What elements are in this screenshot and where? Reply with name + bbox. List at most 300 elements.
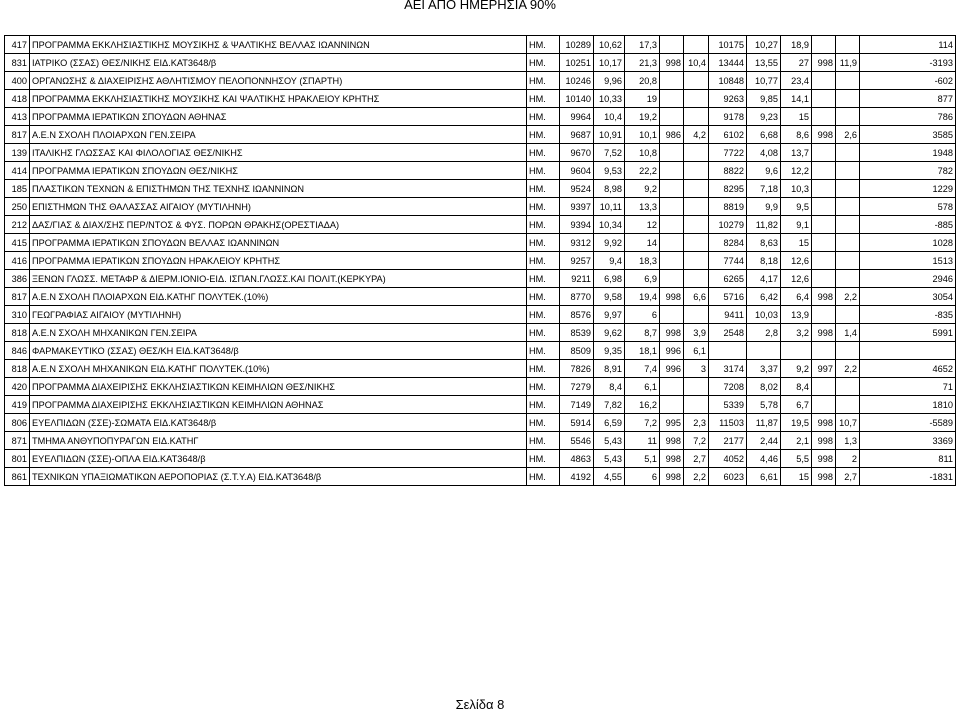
cell-code-2013 <box>812 234 836 252</box>
cell-score-2014: 10,17 <box>594 54 625 72</box>
cell-percent-2013: 14,1 <box>781 90 812 108</box>
page-title: ΑΕΙ ΑΠΟ ΗΜΕΡΗΣΙΑ 90% <box>404 0 556 12</box>
cell-department-name: ΠΡΟΓΡΑΜΜΑ ΙΕΡΑΤΙΚΩΝ ΣΠΟΥΔΩΝ ΘΕΣ/ΝΙΚΗΣ <box>30 162 527 180</box>
cell-percent2-2014 <box>684 216 709 234</box>
cell-department-name: ΠΡΟΓΡΑΜΜΑ ΔΙΑΧΕΙΡΙΣΗΣ ΕΚΚΛΗΣΙΑΣΤΙΚΩΝ ΚΕΙΜΗΛΙΩΝ ΑΘΗΝΑΣ <box>30 396 527 414</box>
cell-code-2013: 998 <box>812 468 836 486</box>
cell-score-2014: 5,43 <box>594 432 625 450</box>
cell-score-2014: 6,98 <box>594 270 625 288</box>
cell-code-2013 <box>812 396 836 414</box>
cell-percent-2013: 8,6 <box>781 126 812 144</box>
cell-score-2013 <box>747 342 781 360</box>
cell-score-2013: 8,02 <box>747 378 781 396</box>
cell-points-2013: 8284 <box>709 234 747 252</box>
cell-exam-type: ΗΜ. <box>527 378 560 396</box>
cell-percent-2014: 19,2 <box>625 108 660 126</box>
cell-points-2013: 2548 <box>709 324 747 342</box>
cell-exam-type: ΗΜ. <box>527 234 560 252</box>
cell-points-2014: 8509 <box>560 342 594 360</box>
cell-exam-type: ΗΜ. <box>527 468 560 486</box>
cell-department-name: ΠΡΟΓΡΑΜΜΑ ΙΕΡΑΤΙΚΩΝ ΣΠΟΥΔΩΝ ΒΕΛΛΑΣ ΙΩΑΝΝΙΝΩΝ <box>30 234 527 252</box>
cell-points-2014: 4192 <box>560 468 594 486</box>
cell-code-2014 <box>660 72 684 90</box>
cell-points-2013: 6102 <box>709 126 747 144</box>
cell-code: 418 <box>5 90 30 108</box>
cell-exam-type: ΗΜ. <box>527 216 560 234</box>
cell-exam-type: ΗΜ. <box>527 324 560 342</box>
cell-department-name: Α.Ε.Ν ΣΧΟΛΗ ΜΗΧΑΝΙΚΩΝ ΓΕΝ.ΣΕΙΡΑ <box>30 324 527 342</box>
cell-percent-2013: 12,2 <box>781 162 812 180</box>
cell-code-2014 <box>660 378 684 396</box>
cell-difference <box>860 342 956 360</box>
cell-points-2013: 4052 <box>709 450 747 468</box>
cell-points-2014: 9524 <box>560 180 594 198</box>
cell-score-2013: 9,9 <box>747 198 781 216</box>
cell-points-2013 <box>709 342 747 360</box>
cell-difference: 786 <box>860 108 956 126</box>
cell-exam-type: ΗΜ. <box>527 72 560 90</box>
table-row <box>5 144 956 162</box>
cell-percent-2014: 9,2 <box>625 180 660 198</box>
cell-points-2014: 9397 <box>560 198 594 216</box>
cell-percent-2013: 13,7 <box>781 144 812 162</box>
cell-difference: 2946 <box>860 270 956 288</box>
cell-percent-2013: 6,7 <box>781 396 812 414</box>
cell-percent-2013: 9,2 <box>781 360 812 378</box>
cell-percent2-2014: 2,3 <box>684 414 709 432</box>
cell-exam-type: ΗΜ. <box>527 126 560 144</box>
cell-code-2014: 998 <box>660 54 684 72</box>
cell-department-name: ΕΥΕΛΠΙΔΩΝ (ΣΣΕ)-ΟΠΛΑ ΕΙΔ.ΚΑΤ3648/β <box>30 450 527 468</box>
cell-points-2014: 9394 <box>560 216 594 234</box>
cell-exam-type: ΗΜ. <box>527 414 560 432</box>
cell-percent-2014: 6,1 <box>625 378 660 396</box>
cell-exam-type: ΗΜ. <box>527 144 560 162</box>
cell-percent2-2014 <box>684 396 709 414</box>
cell-exam-type: ΗΜ. <box>527 288 560 306</box>
cell-points-2014: 4863 <box>560 450 594 468</box>
cell-code-2013: 998 <box>812 126 836 144</box>
cell-points-2013: 13444 <box>709 54 747 72</box>
cell-department-name: ΕΠΙΣΤΗΜΩΝ ΤΗΣ ΘΑΛΑΣΣΑΣ ΑΙΓΑΙΟΥ (ΜΥΤΙΛΗΝΗ) <box>30 198 527 216</box>
cell-code-2013: 998 <box>812 324 836 342</box>
cell-percent2-2014 <box>684 306 709 324</box>
cell-percent-2014: 21,3 <box>625 54 660 72</box>
cell-code-2013: 998 <box>812 450 836 468</box>
cell-score-2013: 8,63 <box>747 234 781 252</box>
cell-exam-type: ΗΜ. <box>527 54 560 72</box>
cell-score-2013: 6,61 <box>747 468 781 486</box>
cell-points-2013: 8819 <box>709 198 747 216</box>
cell-difference: -5589 <box>860 414 956 432</box>
cell-score-2013: 4,17 <box>747 270 781 288</box>
cell-code-2014 <box>660 162 684 180</box>
cell-code: 818 <box>5 360 30 378</box>
cell-code-2014 <box>660 108 684 126</box>
cell-code: 817 <box>5 288 30 306</box>
cell-code-2013: 998 <box>812 432 836 450</box>
cell-percent-2014: 11 <box>625 432 660 450</box>
cell-percent-2013: 8,4 <box>781 378 812 396</box>
table-row <box>5 342 956 360</box>
cell-score-2013: 9,85 <box>747 90 781 108</box>
cell-points-2014: 8539 <box>560 324 594 342</box>
cell-score-2013: 3,37 <box>747 360 781 378</box>
cell-code-2013 <box>812 162 836 180</box>
cell-percent-2013: 10,3 <box>781 180 812 198</box>
cell-percent-2014: 8,7 <box>625 324 660 342</box>
table-row <box>5 270 956 288</box>
cell-percent2-2014 <box>684 72 709 90</box>
cell-score-2014: 8,98 <box>594 180 625 198</box>
cell-exam-type: ΗΜ. <box>527 306 560 324</box>
cell-code-2014 <box>660 180 684 198</box>
cell-percent-2014: 10,8 <box>625 144 660 162</box>
cell-percent-2014: 16,2 <box>625 396 660 414</box>
cell-percent2-2013 <box>836 36 860 54</box>
table-row <box>5 216 956 234</box>
cell-percent-2014: 6 <box>625 468 660 486</box>
cell-department-name: ΠΡΟΓΡΑΜΜΑ ΙΕΡΑΤΙΚΩΝ ΣΠΟΥΔΩΝ ΗΡΑΚΛΕΙΟΥ ΚΡΗΤΗΣ <box>30 252 527 270</box>
cell-code-2014 <box>660 216 684 234</box>
table-row <box>5 36 956 54</box>
cell-points-2014: 10251 <box>560 54 594 72</box>
cell-code-2013 <box>812 270 836 288</box>
cell-difference: -885 <box>860 216 956 234</box>
cell-points-2013: 8295 <box>709 180 747 198</box>
cell-department-name: Α.Ε.Ν ΣΧΟΛΗ ΜΗΧΑΝΙΚΩΝ ΕΙΔ.ΚΑΤΗΓ ΠΟΛΥΤΕΚ.(10%) <box>30 360 527 378</box>
cell-percent2-2014: 2,2 <box>684 468 709 486</box>
cell-percent2-2014 <box>684 180 709 198</box>
cell-score-2014: 10,33 <box>594 90 625 108</box>
cell-department-name: ΞΕΝΩΝ ΓΛΩΣΣ. ΜΕΤΑΦΡ & ΔΙΕΡΜ.ΙΟΝΙΟ-ΕΙΔ. ΙΣΠΑΝ.ΓΛΩΣΣ.ΚΑΙ ΠΟΛΙΤ.(ΚΕΡΚΥΡΑ) <box>30 270 527 288</box>
cell-percent-2013: 2,1 <box>781 432 812 450</box>
cell-score-2013: 8,18 <box>747 252 781 270</box>
cell-code-2014 <box>660 198 684 216</box>
cell-percent2-2014 <box>684 90 709 108</box>
cell-percent-2013: 27 <box>781 54 812 72</box>
cell-percent-2013: 6,4 <box>781 288 812 306</box>
cell-code: 871 <box>5 432 30 450</box>
cell-exam-type: ΗΜ. <box>527 90 560 108</box>
cell-percent-2014: 20,8 <box>625 72 660 90</box>
cell-difference: 578 <box>860 198 956 216</box>
table-row <box>5 72 956 90</box>
cell-points-2013: 9263 <box>709 90 747 108</box>
cell-department-name: ΟΡΓΑΝΩΣΗΣ & ΔΙΑΧΕΙΡΙΣΗΣ ΑΘΛΗΤΙΣΜΟΥ ΠΕΛΟΠΟΝΝΗΣΟΥ (ΣΠΑΡΤΗ) <box>30 72 527 90</box>
cell-code: 846 <box>5 342 30 360</box>
cell-percent-2013 <box>781 342 812 360</box>
cell-percent2-2013: 2 <box>836 450 860 468</box>
cell-score-2013: 5,78 <box>747 396 781 414</box>
cell-percent2-2014: 4,2 <box>684 126 709 144</box>
cell-points-2014: 9670 <box>560 144 594 162</box>
cell-code-2014 <box>660 252 684 270</box>
cell-points-2013: 10279 <box>709 216 747 234</box>
cell-difference: -602 <box>860 72 956 90</box>
cell-code-2014: 986 <box>660 126 684 144</box>
cell-percent-2014: 22,2 <box>625 162 660 180</box>
cell-exam-type: ΗΜ. <box>527 198 560 216</box>
cell-code-2014: 998 <box>660 432 684 450</box>
cell-score-2013: 9,23 <box>747 108 781 126</box>
cell-percent2-2013: 10,7 <box>836 414 860 432</box>
cell-points-2014: 8576 <box>560 306 594 324</box>
cell-percent2-2013 <box>836 306 860 324</box>
cell-percent-2014: 10,1 <box>625 126 660 144</box>
cell-percent2-2013 <box>836 198 860 216</box>
cell-points-2014: 10246 <box>560 72 594 90</box>
page-number: Σελίδα 8 <box>455 697 505 712</box>
cell-percent2-2014 <box>684 162 709 180</box>
cell-difference: 3585 <box>860 126 956 144</box>
cell-code-2013 <box>812 90 836 108</box>
cell-percent2-2013 <box>836 90 860 108</box>
cell-code: 413 <box>5 108 30 126</box>
cell-code-2013 <box>812 180 836 198</box>
cell-difference: 1229 <box>860 180 956 198</box>
cell-code-2014: 998 <box>660 324 684 342</box>
cell-score-2013: 6,42 <box>747 288 781 306</box>
cell-score-2014: 8,91 <box>594 360 625 378</box>
cell-department-name: ΙΤΑΛΙΚΗΣ ΓΛΩΣΣΑΣ ΚΑΙ ΦΙΛΟΛΟΓΙΑΣ ΘΕΣ/ΝΙΚΗΣ <box>30 144 527 162</box>
cell-points-2013: 7722 <box>709 144 747 162</box>
cell-percent2-2014 <box>684 198 709 216</box>
cell-department-name: ΕΥΕΛΠΙΔΩΝ (ΣΣΕ)-ΣΩΜΑΤΑ ΕΙΔ.ΚΑΤ3648/β <box>30 414 527 432</box>
cell-difference: 4652 <box>860 360 956 378</box>
cell-points-2013: 7744 <box>709 252 747 270</box>
cell-difference: 1810 <box>860 396 956 414</box>
cell-difference: -1831 <box>860 468 956 486</box>
cell-code-2014: 995 <box>660 414 684 432</box>
cell-score-2014: 10,11 <box>594 198 625 216</box>
cell-percent-2014: 7,4 <box>625 360 660 378</box>
table-row <box>5 162 956 180</box>
cell-score-2014: 10,91 <box>594 126 625 144</box>
cell-percent-2013: 23,4 <box>781 72 812 90</box>
cell-department-name: ΦΑΡΜΑΚΕΥΤΙΚΟ (ΣΣΑΣ) ΘΕΣ/ΚΗ ΕΙΔ.ΚΑΤ3648/β <box>30 342 527 360</box>
cell-percent2-2014 <box>684 270 709 288</box>
cell-points-2013: 11503 <box>709 414 747 432</box>
cell-points-2014: 5546 <box>560 432 594 450</box>
cell-percent2-2014 <box>684 252 709 270</box>
cell-percent-2013: 9,1 <box>781 216 812 234</box>
cell-points-2013: 10848 <box>709 72 747 90</box>
cell-points-2014: 9604 <box>560 162 594 180</box>
cell-percent2-2013 <box>836 252 860 270</box>
cell-code-2013 <box>812 72 836 90</box>
cell-department-name: ΠΡΟΓΡΑΜΜΑ ΕΚΚΛΗΣΙΑΣΤΙΚΗΣ ΜΟΥΣΙΚΗΣ ΚΑΙ ΨΑΛΤΙΚΗΣ ΗΡΑΚΛΕΙΟΥ ΚΡΗΤΗΣ <box>30 90 527 108</box>
cell-percent-2013: 13,9 <box>781 306 812 324</box>
cell-percent2-2013 <box>836 270 860 288</box>
cell-percent2-2014: 6,6 <box>684 288 709 306</box>
table-row <box>5 126 956 144</box>
cell-points-2013: 10175 <box>709 36 747 54</box>
cell-score-2014: 5,43 <box>594 450 625 468</box>
table-row <box>5 288 956 306</box>
cell-difference: 782 <box>860 162 956 180</box>
cell-percent2-2014 <box>684 36 709 54</box>
table-row <box>5 180 956 198</box>
cell-code: 185 <box>5 180 30 198</box>
table-row <box>5 252 956 270</box>
cell-points-2013: 6023 <box>709 468 747 486</box>
cell-points-2013: 6265 <box>709 270 747 288</box>
table-row <box>5 396 956 414</box>
cell-code-2014 <box>660 270 684 288</box>
cell-score-2014: 9,92 <box>594 234 625 252</box>
cell-score-2014: 9,62 <box>594 324 625 342</box>
cell-code-2013 <box>812 198 836 216</box>
cell-exam-type: ΗΜ. <box>527 252 560 270</box>
cell-percent2-2013 <box>836 162 860 180</box>
cell-points-2013: 5339 <box>709 396 747 414</box>
cell-code: 139 <box>5 144 30 162</box>
table-body <box>5 36 956 486</box>
cell-exam-type: ΗΜ. <box>527 432 560 450</box>
cell-percent2-2013: 1,3 <box>836 432 860 450</box>
cell-code-2013: 998 <box>812 414 836 432</box>
cell-points-2014: 9687 <box>560 126 594 144</box>
cell-code-2013 <box>812 342 836 360</box>
cell-department-name: ΠΡΟΓΡΑΜΜΑ ΙΕΡΑΤΙΚΩΝ ΣΠΟΥΔΩΝ ΑΘΗΝΑΣ <box>30 108 527 126</box>
cell-percent2-2014: 2,7 <box>684 450 709 468</box>
cell-percent-2013: 18,9 <box>781 36 812 54</box>
table-row <box>5 468 956 486</box>
cell-code-2014: 998 <box>660 450 684 468</box>
cell-code: 831 <box>5 54 30 72</box>
cell-difference: 1948 <box>860 144 956 162</box>
cell-percent2-2013: 1,4 <box>836 324 860 342</box>
cell-points-2014: 7826 <box>560 360 594 378</box>
cell-points-2014: 9211 <box>560 270 594 288</box>
cell-points-2014: 9964 <box>560 108 594 126</box>
table-row <box>5 450 956 468</box>
cell-points-2013: 9411 <box>709 306 747 324</box>
cell-score-2014: 10,4 <box>594 108 625 126</box>
cell-percent2-2014: 3,9 <box>684 324 709 342</box>
table-row <box>5 378 956 396</box>
cell-points-2013: 5716 <box>709 288 747 306</box>
cell-exam-type: ΗΜ. <box>527 396 560 414</box>
cell-exam-type: ΗΜ. <box>527 450 560 468</box>
cell-percent-2013: 9,5 <box>781 198 812 216</box>
cell-code-2013 <box>812 216 836 234</box>
cell-department-name: ΠΡΟΓΡΑΜΜΑ ΕΚΚΛΗΣΙΑΣΤΙΚΗΣ ΜΟΥΣΙΚΗΣ & ΨΑΛΤΙΚΗΣ ΒΕΛΛΑΣ ΙΩΑΝΝΙΝΩΝ <box>30 36 527 54</box>
cell-difference: 877 <box>860 90 956 108</box>
cell-percent-2013: 19,5 <box>781 414 812 432</box>
cell-score-2014: 9,58 <box>594 288 625 306</box>
cell-difference: 811 <box>860 450 956 468</box>
cell-percent2-2014 <box>684 234 709 252</box>
cell-code: 415 <box>5 234 30 252</box>
cell-percent-2014: 5,1 <box>625 450 660 468</box>
cell-percent2-2014: 3 <box>684 360 709 378</box>
cell-percent-2013: 5,5 <box>781 450 812 468</box>
cell-exam-type: ΗΜ. <box>527 36 560 54</box>
cell-code: 416 <box>5 252 30 270</box>
cell-percent2-2014 <box>684 378 709 396</box>
cell-percent2-2013 <box>836 378 860 396</box>
cell-percent-2014: 12 <box>625 216 660 234</box>
cell-percent-2014: 19,4 <box>625 288 660 306</box>
cell-score-2013: 10,27 <box>747 36 781 54</box>
cell-difference: 1028 <box>860 234 956 252</box>
cell-difference: -835 <box>860 306 956 324</box>
cell-points-2013: 8822 <box>709 162 747 180</box>
cell-percent-2013: 15 <box>781 234 812 252</box>
cell-score-2014: 4,55 <box>594 468 625 486</box>
cell-code: 420 <box>5 378 30 396</box>
cell-difference: 3369 <box>860 432 956 450</box>
cell-code: 818 <box>5 324 30 342</box>
cell-score-2014: 7,52 <box>594 144 625 162</box>
cell-points-2014: 10140 <box>560 90 594 108</box>
cell-score-2013: 10,03 <box>747 306 781 324</box>
cell-score-2013: 2,44 <box>747 432 781 450</box>
cell-code-2013: 998 <box>812 288 836 306</box>
cell-score-2014: 10,34 <box>594 216 625 234</box>
cell-code: 806 <box>5 414 30 432</box>
cell-points-2014: 10289 <box>560 36 594 54</box>
cell-code: 861 <box>5 468 30 486</box>
cell-score-2013: 10,77 <box>747 72 781 90</box>
cell-percent2-2014: 6,1 <box>684 342 709 360</box>
cell-points-2014: 5914 <box>560 414 594 432</box>
cell-percent2-2013 <box>836 180 860 198</box>
cell-percent2-2013 <box>836 108 860 126</box>
cell-percent2-2013: 11,9 <box>836 54 860 72</box>
cell-department-name: ΠΡΟΓΡΑΜΜΑ ΔΙΑΧΕΙΡΙΣΗΣ ΕΚΚΛΗΣΙΑΣΤΙΚΩΝ ΚΕΙΜΗΛΙΩΝ ΘΕΣ/ΝΙΚΗΣ <box>30 378 527 396</box>
cell-points-2014: 9312 <box>560 234 594 252</box>
cell-code-2013 <box>812 306 836 324</box>
cell-exam-type: ΗΜ. <box>527 108 560 126</box>
cell-score-2014: 9,53 <box>594 162 625 180</box>
cell-code: 400 <box>5 72 30 90</box>
cell-points-2013: 9178 <box>709 108 747 126</box>
cell-points-2014: 8770 <box>560 288 594 306</box>
cell-code-2014: 998 <box>660 288 684 306</box>
cell-difference: 71 <box>860 378 956 396</box>
cell-exam-type: ΗΜ. <box>527 360 560 378</box>
table-row <box>5 234 956 252</box>
cell-code: 250 <box>5 198 30 216</box>
cell-score-2014: 9,97 <box>594 306 625 324</box>
cell-code: 414 <box>5 162 30 180</box>
cell-points-2014: 7279 <box>560 378 594 396</box>
cell-code-2013 <box>812 36 836 54</box>
results-table <box>4 35 956 486</box>
cell-score-2013: 9,6 <box>747 162 781 180</box>
cell-percent-2013: 15 <box>781 108 812 126</box>
cell-percent2-2014: 7,2 <box>684 432 709 450</box>
cell-percent2-2014 <box>684 108 709 126</box>
cell-score-2013: 11,87 <box>747 414 781 432</box>
cell-percent-2014: 19 <box>625 90 660 108</box>
cell-department-name: ΤΜΗΜΑ ΑΝΘΥΠΟΠΥΡΑΓΩΝ ΕΙΔ.ΚΑΤΗΓ <box>30 432 527 450</box>
cell-difference: 3054 <box>860 288 956 306</box>
cell-department-name: Α.Ε.Ν ΣΧΟΛΗ ΠΛΟΙΑΡΧΩΝ ΓΕΝ.ΣΕΙΡΑ <box>30 126 527 144</box>
table-row <box>5 432 956 450</box>
cell-code: 801 <box>5 450 30 468</box>
cell-score-2014: 9,35 <box>594 342 625 360</box>
cell-percent-2014: 18,1 <box>625 342 660 360</box>
cell-percent2-2013: 2,2 <box>836 288 860 306</box>
cell-score-2013: 7,18 <box>747 180 781 198</box>
cell-percent-2014: 6,9 <box>625 270 660 288</box>
cell-percent2-2014 <box>684 144 709 162</box>
cell-department-name: ΠΛΑΣΤΙΚΩΝ ΤΕΧΝΩΝ & ΕΠΙΣΤΗΜΩΝ ΤΗΣ ΤΕΧΝΗΣ ΙΩΑΝΝΙΝΩΝ <box>30 180 527 198</box>
